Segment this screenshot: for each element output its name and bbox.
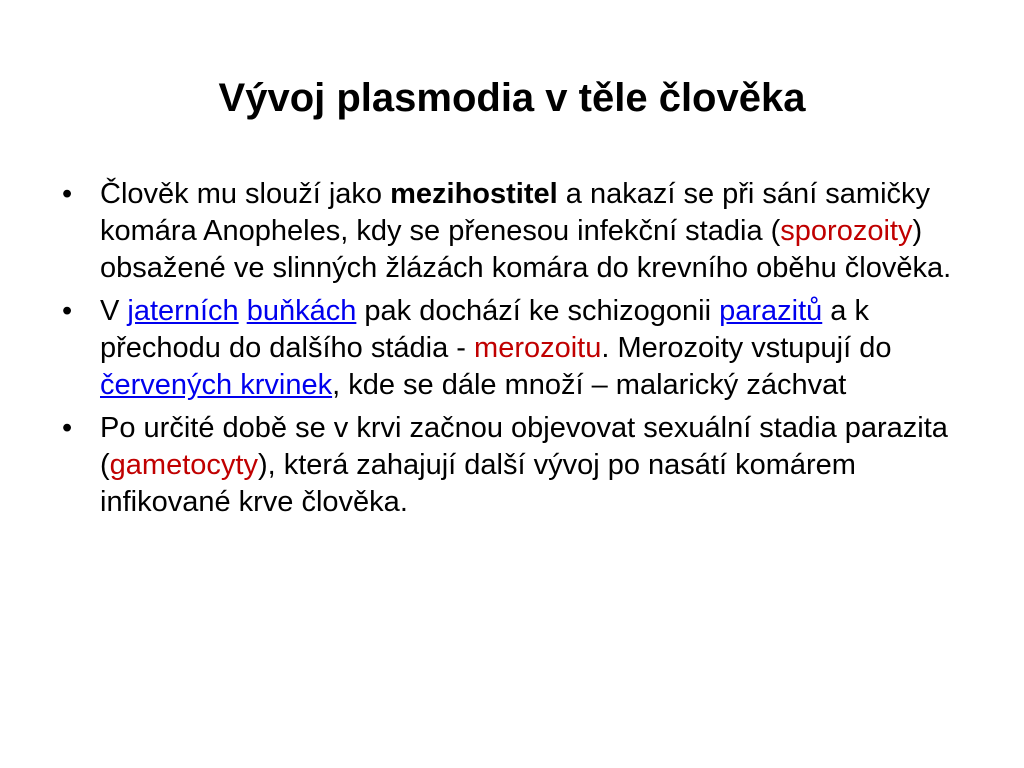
bullet-dot-icon: •	[62, 178, 73, 210]
bullet-text: . Merozoity vstupují do	[601, 332, 892, 364]
bullet-text: a nakazí se při sání samičky komára Anopheles, kdy se přenesou infekční stadia (	[100, 178, 931, 247]
bullet-text	[239, 295, 247, 327]
bullet-item-1	[60, 176, 970, 287]
bullet-list	[60, 176, 970, 527]
bullet-text: Po určité době se v krvi začnou objevovat sexuální stadia parazita (	[100, 412, 948, 481]
term-sporozoity: sporozoity	[780, 215, 913, 247]
bullet-text: Člověk mu slouží jako	[100, 178, 391, 210]
term-merozoitu: merozoitu	[474, 332, 602, 364]
bullet-text: pak dochází ke schizogonii	[356, 295, 720, 327]
link-bunkach[interactable]: buňkách	[246, 295, 357, 327]
bullet-text: a k přechodu do dalšího stádia -	[100, 295, 869, 364]
term-mezihostitel: mezihostitel	[390, 178, 558, 210]
bullet-dot-icon: •	[62, 295, 73, 327]
bullet-text: ), která zahajují další vývoj po nasátí komárem infikované krve člověka.	[100, 449, 856, 518]
bullet-text: ) obsažené ve slinných žlázách komára do krevního oběhu člověka.	[100, 215, 952, 284]
link-jaternich[interactable]: jaterních	[127, 295, 239, 327]
bullet-item-2	[60, 293, 970, 404]
bullet-text: , kde se dále množí – malarický záchvat	[332, 369, 847, 401]
bullet-dot-icon: •	[62, 412, 73, 444]
link-parazitu[interactable]: parazitů	[719, 295, 823, 327]
bullet-item-3	[60, 410, 970, 521]
term-gametocyty: gametocyty	[109, 449, 258, 481]
link-cervenych-krvinek[interactable]: červených krvinek	[100, 369, 333, 401]
bullet-text: V	[100, 295, 128, 327]
slide-title: Vývoj plasmodia v těle člověka	[218, 76, 806, 120]
